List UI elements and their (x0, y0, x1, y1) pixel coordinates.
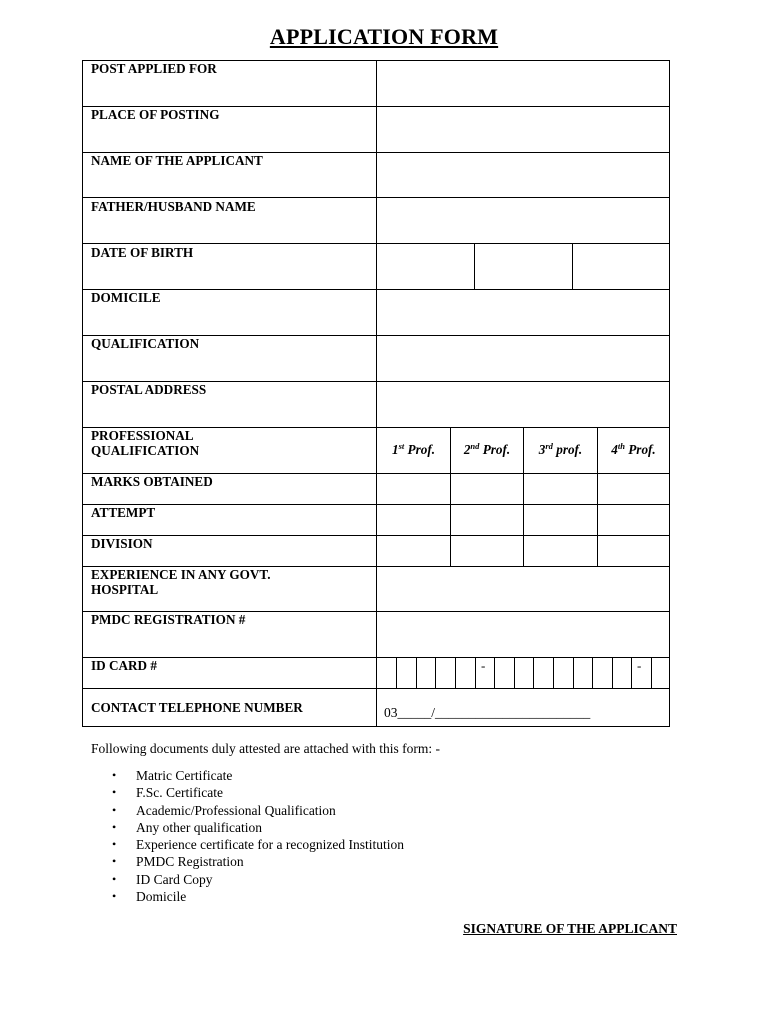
label-father-husband-name: FATHER/HUSBAND NAME (91, 199, 256, 214)
label-contact-telephone: CONTACT TELEPHONE NUMBER (91, 700, 303, 715)
id-box-divider (396, 657, 397, 689)
row-divider (82, 504, 670, 505)
id-box-divider (592, 657, 593, 689)
id-box-divider (416, 657, 417, 689)
label-name-of-applicant: NAME OF THE APPLICANT (91, 153, 263, 168)
bullet-icon: • (112, 837, 117, 852)
list-item: • Any other qualification (112, 819, 262, 835)
id-card-separator: - (481, 658, 486, 673)
label-id-card: ID CARD # (91, 658, 157, 673)
label-attempt: ATTEMPT (91, 505, 156, 520)
bullet-icon: • (112, 785, 117, 800)
id-box-divider (435, 657, 436, 689)
signature-label: SIGNATURE OF THE APPLICANT (463, 921, 677, 936)
contact-telephone-field[interactable]: 03_____/_______________________ (384, 705, 591, 720)
list-item: • Domicile (112, 889, 187, 905)
prof-header-2: 2nd Prof. (463, 441, 511, 457)
bullet-icon: • (112, 768, 117, 782)
id-box-divider (494, 657, 495, 689)
row-divider (82, 688, 670, 689)
label-post-applied-for: POST APPLIED FOR (91, 61, 217, 76)
label-professional-qualification-1: PROFESSIONAL (91, 428, 194, 443)
label-experience-1: EXPERIENCE IN ANY GOVT. (91, 567, 271, 582)
row-divider (82, 657, 670, 658)
id-box-divider (631, 657, 632, 689)
table-border-right (669, 60, 670, 727)
label-division: DIVISION (91, 536, 153, 551)
label-pmdc-registration: PMDC REGISTRATION # (91, 612, 246, 627)
id-box-divider (651, 657, 652, 689)
id-box-divider (533, 657, 534, 689)
label-experience-2: HOSPITAL (91, 582, 159, 597)
list-item: • Experience certificate for a recognized Institution (112, 837, 404, 853)
id-box-divider (514, 657, 515, 689)
label-place-of-posting: PLACE OF POSTING (91, 107, 220, 122)
row-divider (82, 243, 670, 244)
list-item: • Academic/Professional Qualification (112, 802, 336, 818)
documents-list (112, 767, 404, 905)
id-box-divider (455, 657, 456, 689)
row-divider (82, 535, 670, 536)
list-item: • F.Sc. Certificate (112, 785, 224, 801)
label-postal-address: POSTAL ADDRESS (91, 382, 207, 397)
prof-header-1: 1st Prof. (391, 441, 436, 457)
dob-divider (474, 243, 475, 290)
label-domicile: DOMICILE (91, 290, 161, 305)
documents-intro: Following documents duly attested are attached with this form: - (91, 741, 441, 756)
id-box-divider (553, 657, 554, 689)
label-date-of-birth: DATE OF BIRTH (91, 245, 194, 260)
row-divider (82, 289, 670, 290)
id-box-divider (612, 657, 613, 689)
table-column-divider (376, 60, 377, 727)
bullet-icon: • (112, 802, 117, 817)
bullet-icon: • (112, 889, 117, 904)
bullet-icon: • (112, 871, 117, 886)
list-item: • ID Card Copy (112, 871, 213, 887)
id-box-divider (475, 657, 476, 689)
id-box-divider (573, 657, 574, 689)
id-card-separator: - (637, 658, 642, 673)
bullet-icon: • (112, 854, 117, 869)
table-border-left (82, 60, 83, 727)
label-professional-qualification-2: QUALIFICATION (91, 443, 200, 458)
row-divider (82, 197, 670, 198)
page-title: APPLICATION FORM (269, 24, 499, 49)
bullet-icon: • (112, 819, 117, 834)
list-item: • Matric Certificate (112, 768, 233, 783)
prof-header-4: 4th Prof. (611, 441, 656, 457)
list-item: • PMDC Registration (112, 854, 244, 870)
label-marks-obtained: MARKS OBTAINED (91, 474, 213, 489)
dob-divider (572, 243, 573, 290)
prof-header-3: 3rd prof. (538, 441, 583, 457)
label-qualification: QUALIFICATION (91, 336, 200, 351)
